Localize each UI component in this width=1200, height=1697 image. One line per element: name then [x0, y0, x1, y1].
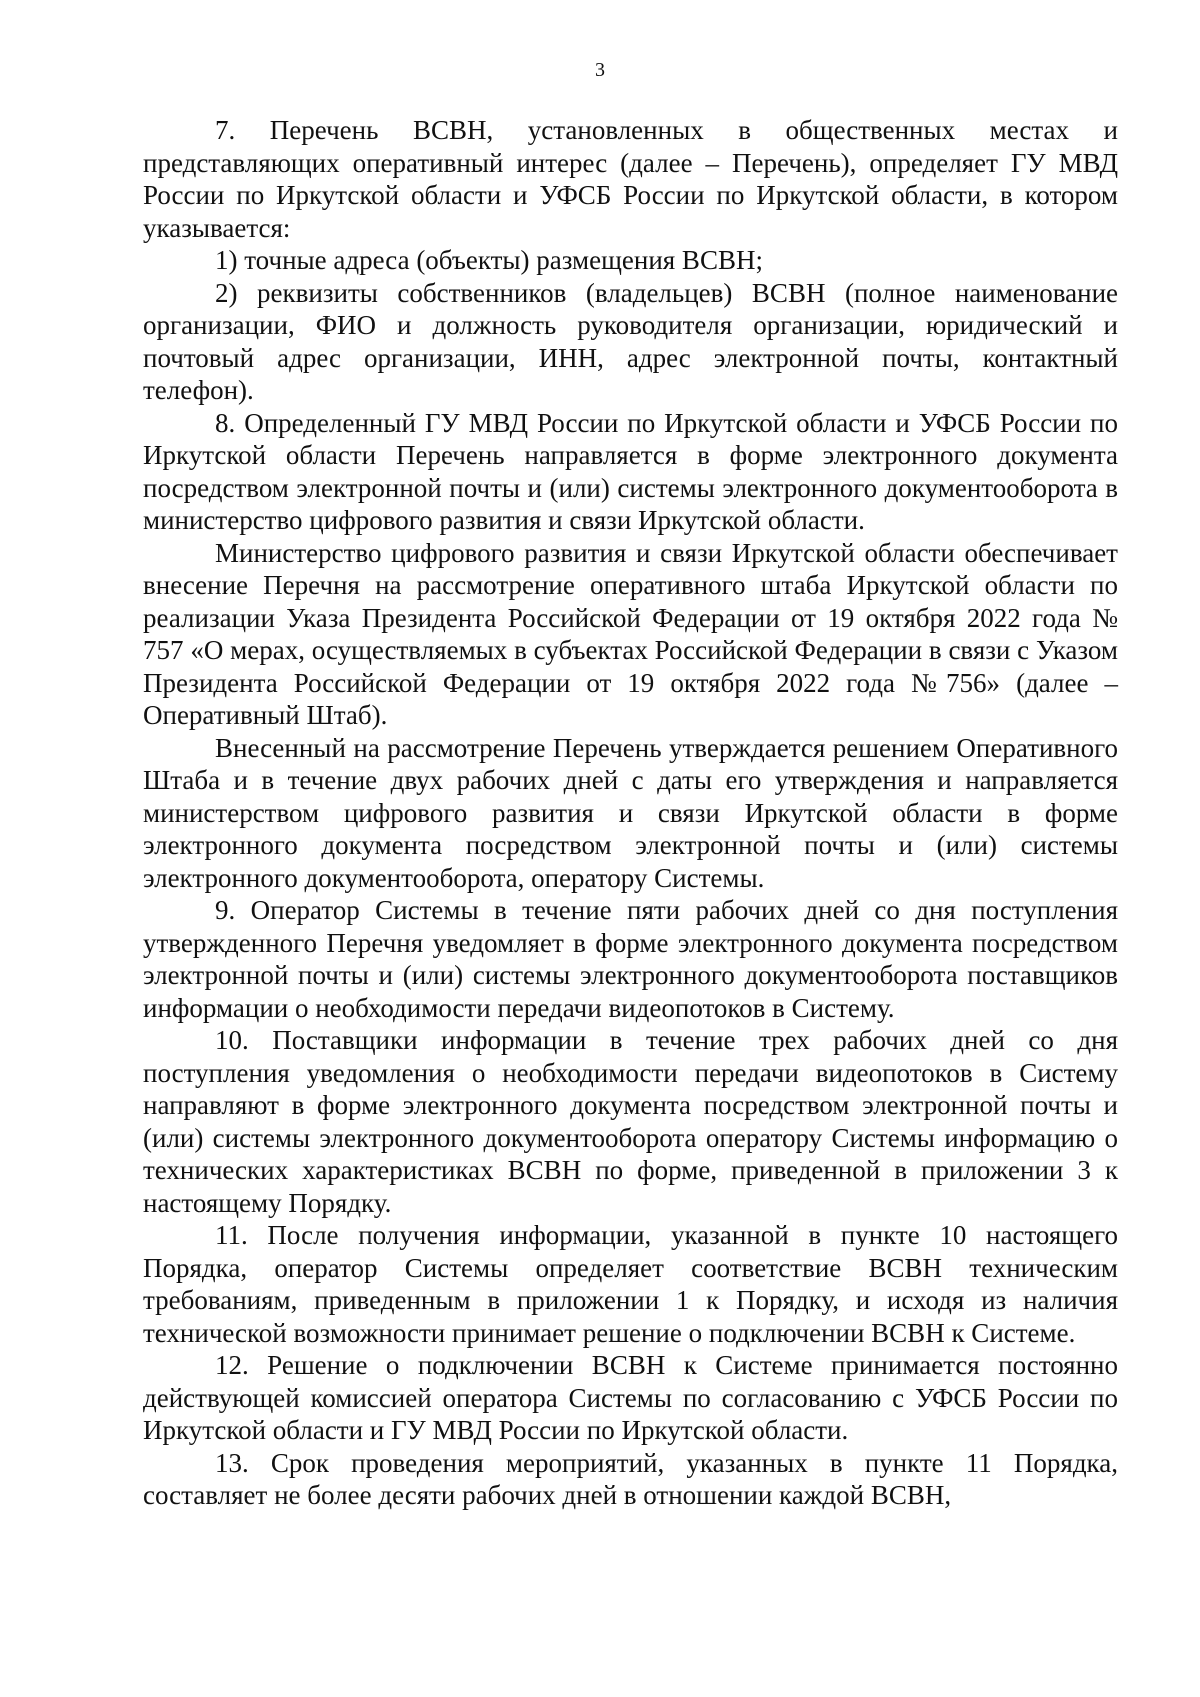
paragraph-7: 7. Перечень ВСВН, установленных в общественных местах и представляющих оперативный интерес (далее – Перечень), определяет ГУ МВД России по Иркутской области и УФСБ России по Иркутской области, в котором указывается:	[143, 115, 1118, 243]
paragraph-12: 12. Решение о подключении ВСВН к Системе принимается постоянно действующей комиссией оператора Системы по согласованию с УФСБ России по Иркутской области и ГУ МВД России по Иркутской области.	[143, 1350, 1118, 1445]
paragraph-ministry: Министерство цифрового развития и связи Иркутской области обеспечивает внесение Перечня на рассмотрение оперативного штаба Иркутской области по реализации Указа Президента Российской Федерации от 19 октября 2022 года № 757 «О мерах, осуществляемых в субъектах Российской Федерации в связи с Указом Президента Российской Федерации от 19 октября 2022 года №756» (далее – Оперативный Штаб).	[143, 537, 1118, 730]
list-item-owner-details: 2) реквизиты собственников (владельцев) ВСВН (полное наименование организации, ФИО и должность руководителя организации, юридический и почтовый адрес организации, ИНН, адрес электронной почты, контактный телефон).	[143, 277, 1118, 405]
list-item-addresses: 1) точные адреса (объекты) размещения ВСВН;	[215, 245, 763, 275]
paragraph-11: 11. После получения информации, указанной в пункте 10 настоящего Порядка, оператор Системы определяет соответствие ВСВН техническим требованиям, приведенным в приложении 1 к Порядку, и исходя из наличия технической возможности принимает решение о подключении ВСВН к Системе.	[143, 1220, 1118, 1348]
paragraph-10: 10. Поставщики информации в течение трех рабочих дней со дня поступления уведомления о необходимости передачи видеопотоков в Систему направляют в форме электронного документа посредством электронной почты и (или) системы электронного документооборота оператору Системы информацию о технических характеристиках ВСВН по форме, приведенной в приложении 3 к настоящему Порядку.	[143, 1025, 1118, 1218]
paragraph-13: 13. Срок проведения мероприятий, указанных в пункте 11 Порядка, составляет не более десяти рабочих дней в отношении каждой ВСВН,	[143, 1447, 1118, 1510]
document-body	[143, 114, 1118, 1512]
paragraph-approval: Внесенный на рассмотрение Перечень утверждается решением Оперативного Штаба и в течение двух рабочих дней с даты его утверждения и направляется министерством цифрового развития и связи Иркутской области в форме электронного документа посредством электронной почты и (или) системы электронного документооборота, оператору Системы.	[143, 732, 1118, 893]
page-number: 3	[595, 59, 605, 81]
paragraph-8: 8. Определенный ГУ МВД России по Иркутской области и УФСБ России по Иркутской области Перечень направляется в форме электронного документа посредством электронной почты и (или) системы электронного документооборота в министерство цифрового развития и связи Иркутской области.	[143, 407, 1118, 535]
paragraph-9: 9. Оператор Системы в течение пяти рабочих дней со дня поступления утвержденного Перечня уведомляет в форме электронного документа посредством электронной почты и (или) системы электронного документооборота поставщиков информации о необходимости передачи видеопотоков в Систему.	[143, 895, 1118, 1023]
